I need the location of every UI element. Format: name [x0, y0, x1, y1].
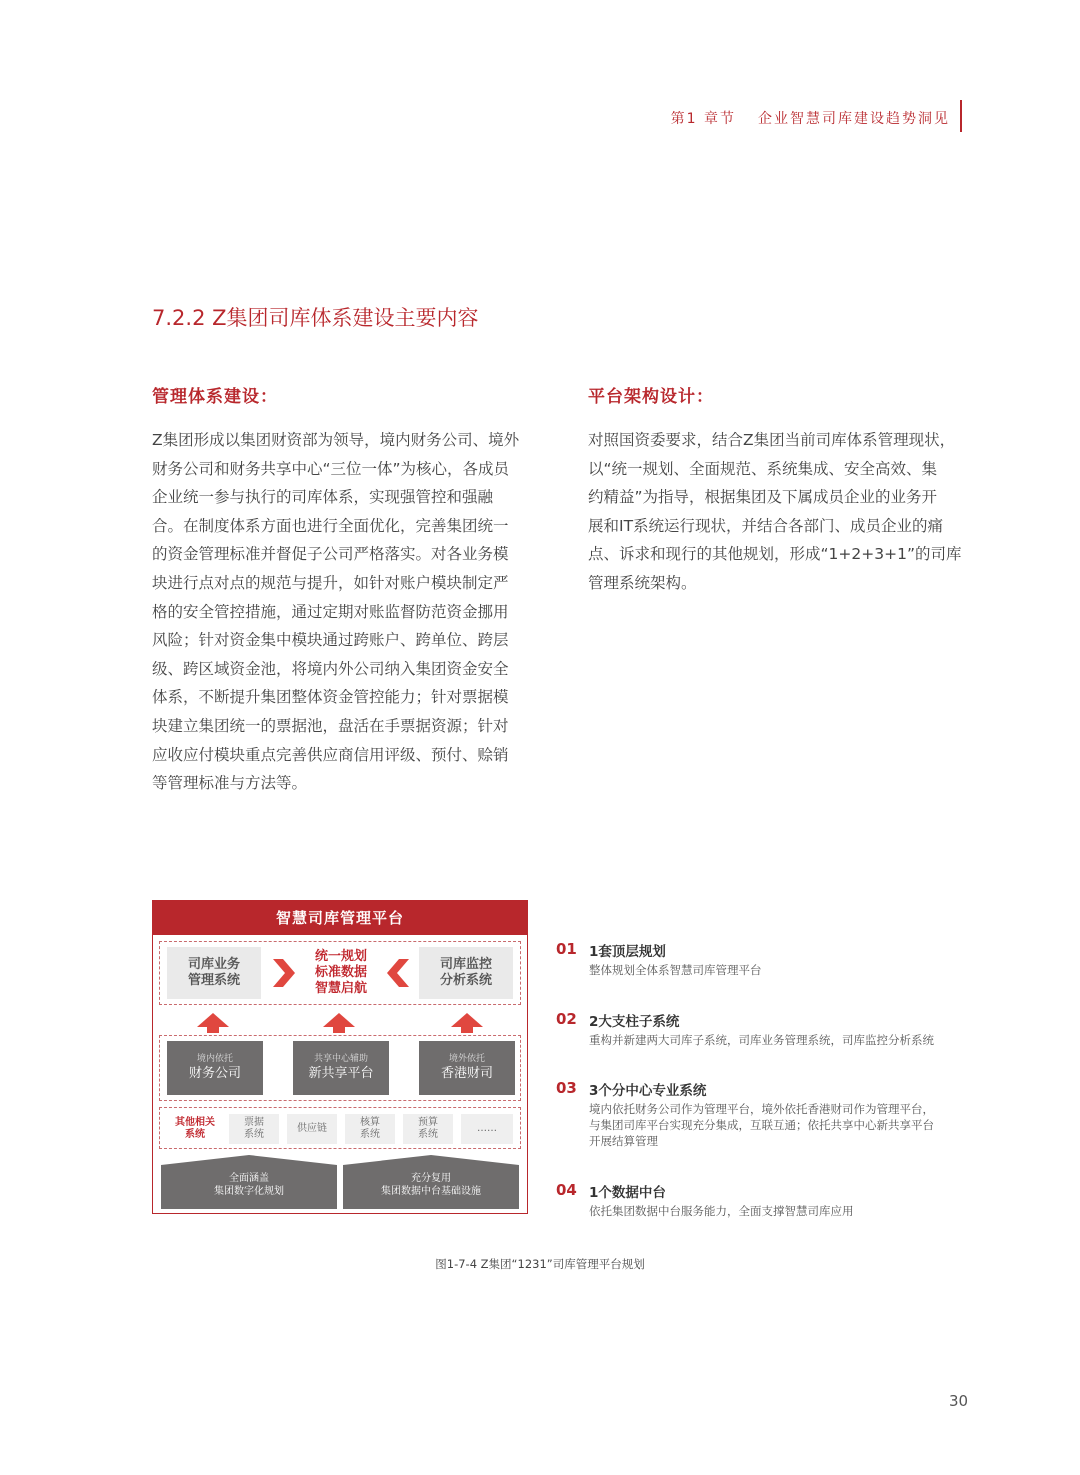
base-line: 集团数据中台基础设施 [381, 1186, 481, 1197]
text-line: 应收应付模块重点完善供应商信用评级、预付、赊销 [152, 745, 509, 764]
box-caption: 共享中心辅助 [313, 1054, 368, 1064]
up-arrow-icon [451, 1013, 483, 1027]
right-paragraph [588, 426, 966, 598]
principle-line: 统一规划 [314, 949, 367, 964]
box-line: 系统 [244, 1129, 264, 1140]
header-title: 企业智慧司库建设趋势洞见 [758, 111, 950, 127]
treasury-business-system [167, 947, 261, 999]
text-line: 财务公司和财务共享中心“三位一体”为核心，各成员 [152, 459, 510, 478]
base-line: 充分复用 [411, 1173, 451, 1184]
item-number: 01 [556, 940, 577, 958]
desc-line: 与集团司库平台实现充分集成，互联互通；依托共享中心新共享平台 [589, 1118, 934, 1132]
up-arrow-icon [323, 1013, 355, 1027]
header-chapter: 第1 章节 [670, 111, 736, 127]
list-item [556, 1181, 976, 1221]
item-description [589, 962, 974, 978]
base-line: 全面涵盖 [229, 1173, 269, 1184]
text-line: 风险；针对资金集中模块通过跨账户、跨单位、跨层 [152, 631, 509, 650]
item-title: 3个分中心专业系统 [589, 1083, 707, 1099]
box-line: 系统 [418, 1129, 438, 1140]
text-line: 格的安全管控措施，通过定期对账监督防范资金挪用 [152, 602, 509, 621]
item-number: 03 [556, 1079, 577, 1097]
list-item [556, 1079, 976, 1151]
text-line: 块建立集团统一的票据池，盘活在手票据资源；针对 [152, 716, 509, 735]
hk-finance-box [419, 1041, 515, 1095]
right-arrow-icon [273, 959, 295, 987]
text-line: 管理系统架构。 [588, 573, 697, 592]
up-arrow-icon [197, 1013, 229, 1027]
box-label: 新共享平台 [308, 1066, 374, 1081]
right-heading: 平台架构设计： [588, 387, 714, 407]
text-line: 对照国资委要求，结合Z集团当前司库体系管理现状， [588, 431, 956, 449]
principle-line: 标准数据 [314, 965, 367, 980]
text-line: 等管理标准与方法等。 [152, 774, 308, 793]
shared-platform-box [293, 1041, 389, 1095]
box-label: 财务公司 [188, 1066, 241, 1081]
left-heading: 管理体系建设： [152, 387, 278, 407]
principle-line: 智慧启航 [314, 981, 367, 996]
item-number: 04 [556, 1181, 577, 1199]
more-systems-box [461, 1114, 513, 1144]
treasury-monitoring-system [419, 947, 513, 999]
running-header [671, 108, 950, 128]
desc-line: 境内依托财务公司作为管理平台，境外依托香港财司作为管理平台， [589, 1102, 934, 1116]
box-line: 供应链 [297, 1123, 327, 1134]
text-line: 企业统一参与执行的司库体系，实现强管控和强融 [152, 488, 494, 507]
left-arrow-icon [387, 959, 409, 987]
text-line: 级、跨区域资金池，将境内外公司纳入集团资金安全 [152, 659, 509, 678]
item-title: 1个数据中台 [589, 1185, 666, 1201]
item-description [589, 1032, 974, 1048]
item-title: 1套顶层规划 [589, 944, 666, 960]
text-line: 点、诉求和现行的其他规划，形成“1+2+3+1”的司库 [588, 545, 962, 564]
box-line: 预算 [418, 1117, 438, 1128]
item-title: 2大支柱子系统 [589, 1014, 680, 1030]
box-line: 司库业务 [187, 957, 240, 972]
text-line: 块进行点对点的规范与提升，如针对账户模块制定严 [152, 573, 509, 592]
box-line: 管理系统 [187, 973, 240, 988]
header-divider [960, 100, 962, 132]
item-number: 02 [556, 1010, 577, 1028]
text-line: Z集团形成以集团财资部为领导，境内财务公司、境外 [152, 431, 520, 449]
figure-caption: 图1-7-4 Z集团“1231”司库管理平台规划 [435, 1257, 645, 1271]
desc-line: 重构并新建两大司库子系统，司库业务管理系统，司库监控分析系统 [589, 1033, 934, 1047]
box-line: 核算 [360, 1117, 380, 1128]
list-item [556, 1010, 976, 1050]
list-item [556, 940, 976, 980]
desc-line: 整体规划全体系智慧司库管理平台 [589, 963, 762, 977]
box-line: 分析系统 [439, 973, 492, 988]
box-line: 系统 [360, 1129, 380, 1140]
box-caption: 境外依托 [448, 1054, 485, 1064]
diagram-title: 智慧司库管理平台 [153, 901, 527, 935]
text-line: 体系，不断提升集团整体资金管控能力；针对票据模 [152, 688, 509, 707]
text-line: 的资金管理标准并督促子公司严格落实。对各业务模 [152, 545, 509, 564]
box-caption: 境内依托 [196, 1054, 233, 1064]
digital-plan-label [161, 1165, 337, 1205]
desc-line: 开展结算管理 [589, 1134, 658, 1148]
section-title: 7.2.2 Z集团司库体系建设主要内容 [152, 306, 479, 330]
text-line: 合。在制度体系方面也进行全面优化，完善集团统一 [152, 516, 509, 535]
label-line: 系统 [185, 1129, 205, 1140]
bill-system-box [229, 1114, 279, 1144]
data-platform-label [343, 1165, 519, 1205]
left-paragraph [152, 426, 530, 798]
text-line: 以“统一规划、全面规范、系统集成、安全高效、集 [588, 459, 938, 478]
center-principles [303, 949, 379, 997]
page-number: 30 [949, 1392, 969, 1410]
supply-chain-box [287, 1114, 337, 1144]
box-line: …… [477, 1123, 497, 1134]
text-line: 约精益”为指导，根据集团及下属成员企业的业务开 [588, 488, 938, 507]
budget-system-box [403, 1114, 453, 1144]
accounting-system-box [345, 1114, 395, 1144]
box-line: 司库监控 [439, 957, 492, 972]
box-line: 票据 [244, 1117, 264, 1128]
base-line: 集团数字化规划 [214, 1186, 284, 1197]
item-description [589, 1203, 974, 1219]
platform-diagram [152, 900, 528, 1214]
text-line: 展和IT系统运行现状，并结合各部门、成员企业的痛 [588, 516, 944, 535]
box-label: 香港财司 [440, 1066, 493, 1081]
finance-company-box [167, 1041, 263, 1095]
other-systems-label [167, 1117, 223, 1141]
desc-line: 依托集团数据中台服务能力，全面支撑智慧司库应用 [589, 1204, 854, 1218]
label-line: 其他相关 [175, 1117, 215, 1128]
item-description [589, 1101, 974, 1149]
